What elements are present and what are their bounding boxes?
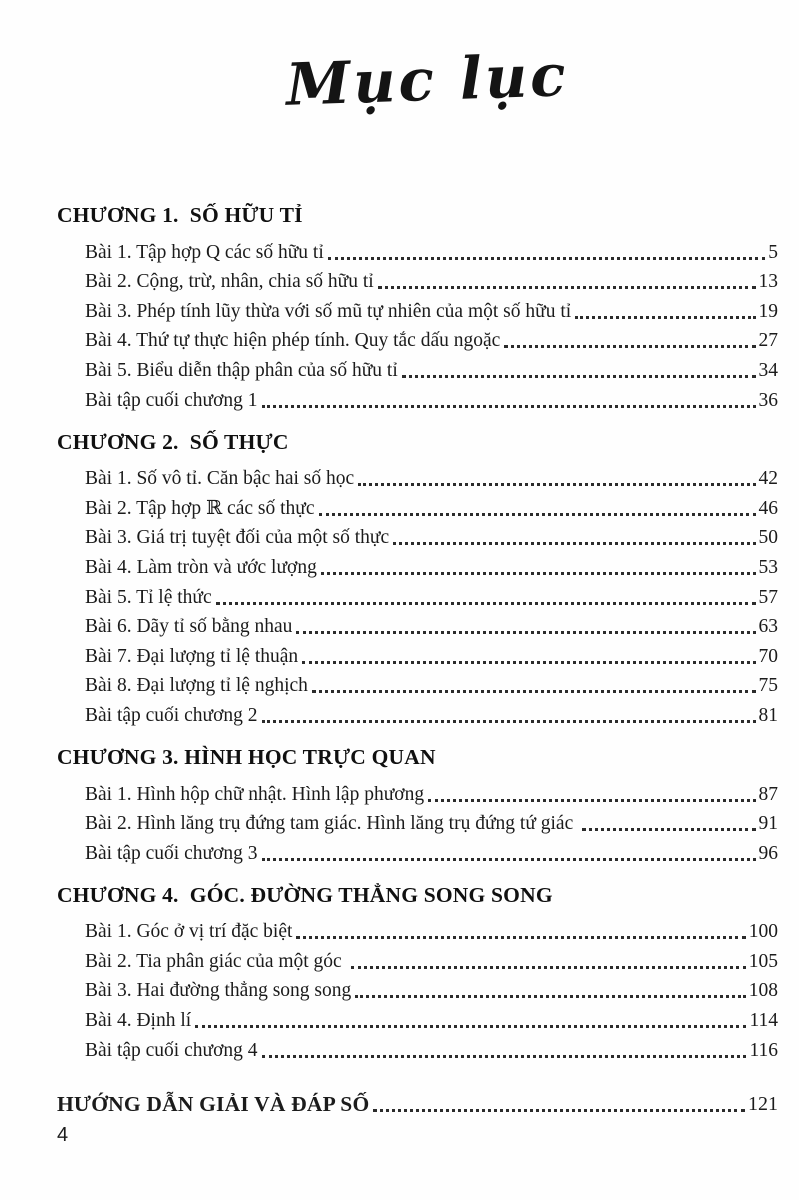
dot-leader	[312, 690, 756, 693]
toc-entry-page: 121	[748, 1092, 778, 1115]
toc-entry	[57, 324, 778, 354]
toc-entry	[57, 491, 778, 521]
toc-entry-label: Bài 3. Phép tính lũy thừa với số mũ tự nhiên của một số hữu tỉ	[85, 300, 572, 322]
chapter-entries	[57, 462, 778, 728]
toc-entry-page: 50	[758, 527, 778, 549]
toc-entry	[57, 521, 778, 551]
toc-section	[57, 742, 778, 866]
toc-entry-page: 100	[748, 921, 778, 943]
toc-entry	[57, 915, 778, 945]
toc-entry-page: 63	[758, 616, 778, 638]
toc-entry-page: 19	[758, 300, 778, 322]
chapter-heading: CHƯƠNG 3. HÌNH HỌC TRỰC QUAN	[57, 744, 436, 769]
dot-leader	[302, 661, 755, 664]
toc-entry-label: Bài 5. Biểu diễn thập phân của số hữu tỉ	[85, 359, 398, 381]
toc-entry-page: 34	[758, 359, 778, 381]
toc-entry-label: Bài 2. Hình lăng trụ đứng tam giác. Hình lăng trụ đứng tứ giác	[85, 813, 579, 835]
toc-entry-page: 81	[758, 704, 778, 726]
dot-leader	[195, 1025, 746, 1028]
toc-entry-label: Bài 2. Cộng, trừ, nhân, chia số hữu tỉ	[85, 271, 374, 293]
table-of-contents	[57, 200, 778, 1063]
page-title	[0, 41, 799, 119]
toc-section	[57, 200, 778, 413]
dot-leader	[358, 483, 755, 486]
toc-entry-label: Bài 1. Số vô tỉ. Căn bậc hai số học	[85, 468, 355, 490]
toc-entry-label: Bài 3. Giá trị tuyệt đối của một số thực	[85, 527, 390, 549]
chapter-entries	[57, 235, 778, 413]
toc-footer-section	[57, 1085, 778, 1117]
dot-leader	[373, 1109, 745, 1112]
toc-entry	[57, 1003, 778, 1033]
dot-leader	[296, 631, 755, 634]
toc-entry-page: 5	[768, 241, 778, 263]
toc-entry	[57, 610, 778, 640]
toc-entry	[57, 974, 778, 1004]
chapter-entries	[57, 777, 778, 866]
toc-entry-label: Bài 4. Thứ tự thực hiện phép tính. Quy tắc dấu ngoặc	[85, 330, 501, 352]
toc-entry	[57, 669, 778, 699]
dot-leader	[216, 602, 756, 605]
toc-entry	[57, 698, 778, 728]
toc-entry	[57, 777, 778, 807]
toc-entry-page: 27	[758, 330, 778, 352]
dot-leader	[319, 513, 756, 516]
toc-entry-label: Bài tập cuối chương 3	[85, 842, 258, 864]
dot-leader	[328, 257, 765, 260]
toc-entry-label: Bài 1. Hình hộp chữ nhật. Hình lập phương	[85, 783, 425, 805]
toc-entry-label: Bài 5. Tỉ lệ thức	[85, 586, 212, 608]
dot-leader	[402, 375, 756, 378]
toc-entry-page: 70	[758, 645, 778, 667]
toc-entry-page: 42	[758, 468, 778, 490]
toc-entry-label: Bài 1. Góc ở vị trí đặc biệt	[85, 921, 293, 943]
dot-leader	[582, 828, 755, 831]
page-number: 4	[57, 1124, 69, 1146]
toc-entry-page: 36	[758, 389, 778, 411]
toc-entry-page: 91	[758, 813, 778, 835]
toc-entry-page: 13	[758, 271, 778, 293]
toc-entry-label: HƯỚNG DẪN GIẢI VÀ ĐÁP SỐ	[57, 1091, 370, 1116]
toc-entry-label: Bài 4. Định lí	[85, 1010, 192, 1032]
toc-entry	[57, 235, 778, 265]
toc-entry	[57, 265, 778, 295]
toc-entry	[57, 580, 778, 610]
toc-entry-page: 114	[749, 1010, 778, 1032]
toc-entry	[57, 462, 778, 492]
toc-entry-label: Bài tập cuối chương 2	[85, 704, 258, 726]
chapter-heading: CHƯƠNG 4. GÓC. ĐƯỜNG THẲNG SONG SONG	[57, 882, 553, 907]
dot-leader	[351, 966, 746, 969]
toc-entry-page: 75	[758, 675, 778, 697]
chapter-entries	[57, 915, 778, 1063]
toc-entry	[57, 1033, 778, 1063]
dot-leader	[262, 1055, 747, 1058]
toc-entry-label: Bài 3. Hai đường thẳng song song	[85, 980, 352, 1002]
toc-entry	[57, 836, 778, 866]
toc-entry-label: Bài 2. Tập hợp ℝ các số thực	[85, 497, 315, 519]
toc-entry-label: Bài 6. Dãy tỉ số bằng nhau	[85, 616, 293, 638]
toc-entry-page: 87	[758, 783, 778, 805]
toc-entry-page: 46	[758, 497, 778, 519]
toc-entry	[57, 807, 778, 837]
toc-section	[57, 427, 778, 728]
page-title-text: Mục lục	[285, 41, 570, 119]
toc-entry-label: Bài tập cuối chương 1	[85, 389, 258, 411]
toc-entry	[57, 383, 778, 413]
dot-leader	[393, 542, 755, 545]
dot-leader	[321, 572, 756, 575]
dot-leader	[296, 936, 745, 939]
dot-leader	[504, 345, 755, 348]
toc-entry-label: Bài 1. Tập hợp Q các số hữu tỉ	[85, 241, 324, 263]
toc-entry-label: Bài tập cuối chương 4	[85, 1039, 258, 1061]
toc-entry	[57, 944, 778, 974]
toc-entry-label: Bài 7. Đại lượng tỉ lệ thuận	[85, 645, 299, 667]
chapter-heading: CHƯƠNG 2. SỐ THỰC	[57, 429, 289, 454]
toc-entry-page: 96	[758, 842, 778, 864]
toc-entry-label: Bài 4. Làm tròn và ước lượng	[85, 556, 317, 578]
toc-entry	[57, 294, 778, 324]
dot-leader	[262, 720, 756, 723]
toc-entry-page: 53	[758, 556, 778, 578]
toc-entry	[57, 639, 778, 669]
toc-section	[57, 880, 778, 1063]
dot-leader	[575, 316, 755, 319]
dot-leader	[378, 286, 756, 289]
toc-entry-label: Bài 8. Đại lượng tỉ lệ nghịch	[85, 675, 308, 697]
toc-entry-page: 116	[749, 1039, 778, 1061]
toc-entry	[57, 550, 778, 580]
chapter-heading: CHƯƠNG 1. SỐ HỮU TỈ	[57, 203, 303, 227]
toc-entry-solutions	[57, 1085, 778, 1117]
dot-leader	[428, 799, 755, 802]
toc-entry-page: 57	[758, 586, 778, 608]
dot-leader	[262, 858, 756, 861]
dot-leader	[355, 995, 746, 998]
dot-leader	[262, 405, 756, 408]
toc-entry-page: 108	[748, 980, 778, 1002]
toc-entry-page: 105	[748, 950, 778, 972]
toc-entry	[57, 353, 778, 383]
toc-entry-label: Bài 2. Tia phân giác của một góc	[85, 950, 347, 972]
